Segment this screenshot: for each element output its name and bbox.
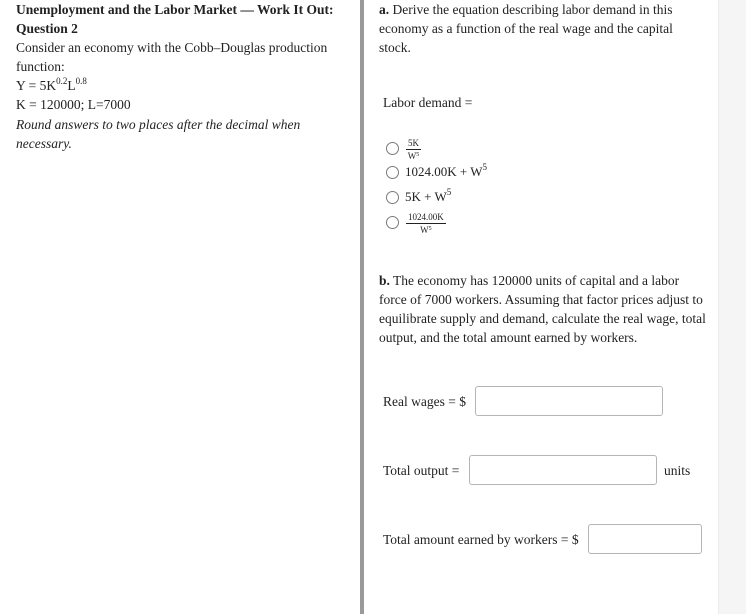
eq-l-exponent: 0.8 — [75, 76, 87, 86]
eq-y-mid: L — [67, 78, 76, 93]
question-pane — [0, 0, 360, 614]
production-function — [16, 76, 87, 95]
part-b-text-line4: output, and the total amount earned by workers. — [379, 330, 638, 345]
part-b-text-line3: equilibrate supply and demand, calculate the real wage, total — [379, 311, 706, 326]
part-a-label: a. — [379, 2, 390, 17]
part-b-label: b. — [379, 273, 390, 288]
part-a-text-line3: stock. — [379, 40, 411, 55]
answer-pane — [364, 0, 718, 614]
option-4-fraction[interactable] — [406, 212, 446, 235]
eq-k-exponent: 0.2 — [56, 76, 68, 86]
option-3-radio[interactable] — [386, 191, 399, 204]
capital-labor-values: K = 120000; L=7000 — [16, 97, 131, 112]
part-a-text-line1: a. Derive the equation describing labor demand in this — [379, 2, 673, 17]
part-b-text-line1: b. The economy has 120000 units of capital and a labor — [379, 273, 680, 288]
eq-y-lhs: Y = 5K — [16, 78, 57, 93]
option-3-label[interactable]: $5K + W^5$ — [405, 187, 452, 204]
option-2-radio[interactable] — [386, 166, 399, 179]
question-number: Question 2 — [16, 21, 78, 36]
question-title: Unemployment and the Labor Market — Work It Out: — [16, 2, 334, 17]
option-1-radio[interactable] — [386, 142, 399, 155]
part-b-text-line2: force of 7000 workers. Assuming that factor prices adjust to — [379, 292, 703, 307]
real-wages-input[interactable] — [475, 386, 663, 416]
option-4-numerator: 1024.00K — [408, 212, 444, 222]
total-output-input[interactable] — [469, 455, 657, 485]
intro-text-line2: function: — [16, 59, 65, 74]
option-1-numerator: 5K — [408, 138, 419, 148]
total-output-unit: units — [664, 463, 691, 478]
option-1-fraction[interactable] — [406, 138, 421, 161]
total-earned-input[interactable] — [588, 524, 702, 554]
intro-text-line1: Consider an economy with the Cobb–Douglas production — [16, 40, 328, 55]
option-4-radio[interactable] — [386, 216, 399, 229]
scrollbar-track[interactable] — [718, 0, 746, 614]
total-earned-label: Total amount earned by workers = $ — [383, 532, 579, 547]
option-2-label[interactable]: $1024.00K + W^5$ — [405, 162, 488, 179]
part-a-text-line2: economy as a function of the real wage and the capital — [379, 21, 673, 36]
rounding-instruction-line1: Round answers to two places after the decimal when — [16, 117, 301, 132]
real-wages-label: Real wages = $ — [383, 394, 466, 409]
rounding-instruction-line2: necessary. — [16, 136, 72, 151]
option-4-denominator: $W^5$ — [420, 225, 432, 235]
total-output-label: Total output = — [383, 463, 460, 478]
labor-demand-label: Labor demand = — [383, 95, 473, 110]
option-1-denominator: $W^5$ — [407, 151, 420, 161]
